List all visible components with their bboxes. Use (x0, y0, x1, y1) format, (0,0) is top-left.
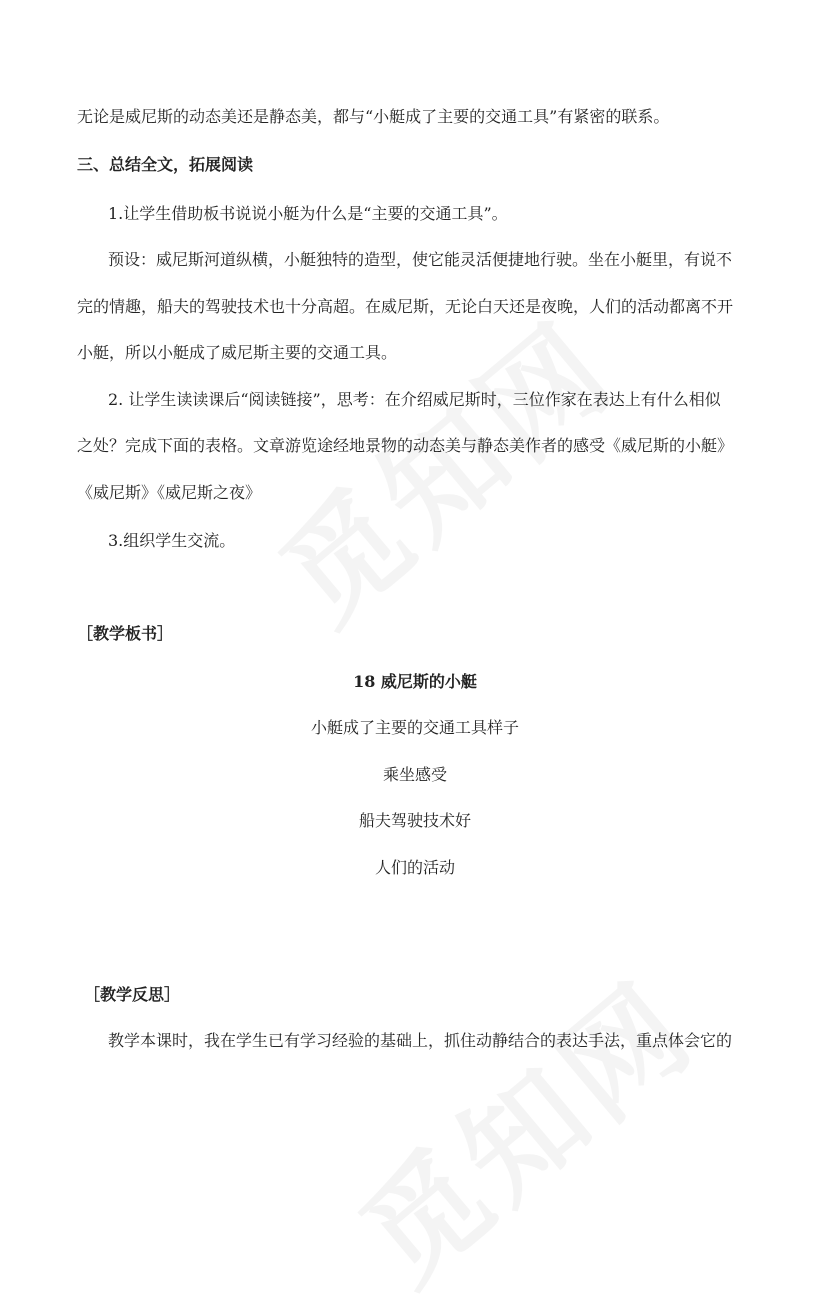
board-item: 乘坐感受 (382, 765, 447, 784)
paragraph-line: 之处？完成下面的表格。文章游览途经地景物的动态美与静态美作者的感受《威尼斯的小艇》 (77, 436, 734, 455)
board-item: 小艇成了主要的交通工具样子 (310, 718, 519, 737)
board-title: 18 威尼斯的小艇 (353, 672, 477, 691)
paragraph-line: 《威尼斯》《威尼斯之夜》 (77, 483, 262, 502)
paragraph-line: 小艇，所以小艇成了威尼斯主要的交通工具。 (77, 343, 398, 362)
reflection-heading: ［教学反思］ (84, 985, 181, 1004)
paragraph-line: 预设：威尼斯河道纵横，小艇独特的造型，使它能灵活便捷地行驶。坐在小艇里，有说不 (108, 250, 733, 269)
paragraph-line: 完的情趣，船夫的驾驶技术也十分高超。在威尼斯，无论白天还是夜晚，人们的活动都离不开 (77, 297, 734, 316)
section-heading: 三、总结全文，拓展阅读 (77, 155, 254, 174)
watermark (240, 277, 645, 656)
paragraph-line: 教学本课时，我在学生已有学习经验的基础上，抓住动静结合的表达手法，重点体会它的 (108, 1031, 733, 1050)
board-item: 人们的活动 (374, 858, 455, 877)
board-item: 船夫驾驶技术好 (358, 811, 471, 830)
watermark (320, 937, 725, 1315)
board-heading: ［教学板书］ (77, 624, 174, 643)
paragraph-line: 无论是威尼斯的动态美还是静态美，都与“小艇成了主要的交通工具”有紧密的联系。 (77, 107, 670, 126)
paragraph-line: 3.组织学生交流。 (108, 531, 236, 550)
paragraph-line: 2. 让学生读读课后“阅读链接”，思考：在介绍威尼斯时，三位作家在表达上有什么相似 (108, 390, 721, 409)
paragraph-line: 1.让学生借助板书说说小艇为什么是“主要的交通工具”。 (108, 204, 508, 223)
